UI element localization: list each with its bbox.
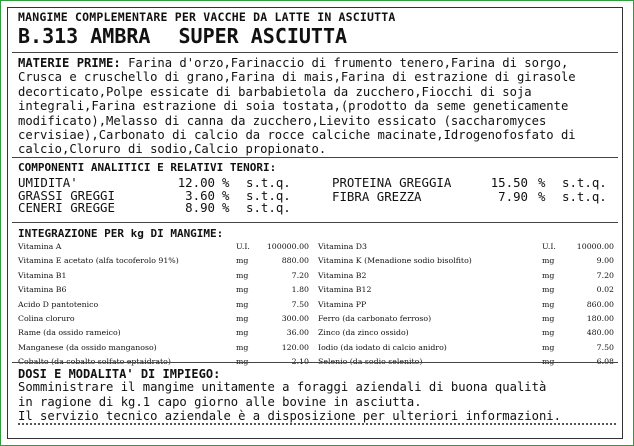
componente-basis: s.t.q. <box>246 175 291 190</box>
componente-basis: s.t.q. <box>246 200 291 215</box>
vitamin-value: 860.00 <box>586 299 614 309</box>
materie-prime-block <box>18 56 618 157</box>
vitamin-value: 0.02 <box>596 285 614 295</box>
componente-value: 3.60 <box>185 187 215 203</box>
vitamin-value: 180.00 <box>586 314 614 323</box>
componente-name: UMIDITA' <box>18 175 78 190</box>
integrazione-heading: INTEGRAZIONE PER kg DI MANGIME: <box>18 227 224 240</box>
vitamin-value: 300.00 <box>281 314 309 323</box>
divider <box>12 157 618 158</box>
componente-value: 15.50 <box>490 175 528 190</box>
vitamin-unit: mg <box>542 328 555 338</box>
vitamin-name: Vitamina B2 <box>318 270 367 280</box>
dosi-heading: DOSI E MODALITA' DI IMPIEGO: <box>18 367 221 381</box>
vitamin-name: Vitamina A <box>18 242 62 251</box>
componente-name: FIBRA GREZZA <box>332 188 422 204</box>
vitamin-unit: mg <box>542 299 555 309</box>
vitamin-value: 7.50 <box>291 299 309 309</box>
vitamin-value: 6.08 <box>596 357 614 367</box>
vitamin-value: 480.00 <box>586 328 614 338</box>
vitamin-value: 7.20 <box>291 270 309 280</box>
vitamin-unit: mg <box>236 357 249 367</box>
vitamin-value: 9.00 <box>596 256 614 266</box>
vitamin-value: 2.10 <box>291 357 309 367</box>
vitamin-value: 1.80 <box>291 285 309 295</box>
vitamin-name: Vitamina PP <box>318 299 367 309</box>
vitamin-name: Vitamina D3 <box>318 242 368 251</box>
vitamin-name: Iodio (da iodato di calcio anidro) <box>318 342 447 352</box>
vitamin-name: Acido D pantotenico <box>18 299 99 309</box>
vitamin-value: 36.00 <box>286 328 309 338</box>
product-category: MANGIME COMPLEMENTARE PER VACCHE DA LATTE IN ASCIUTTA <box>18 10 396 24</box>
vitamin-value: 120.00 <box>281 342 309 352</box>
vitamin-unit: mg <box>236 270 249 280</box>
vitamin-unit: mg <box>542 357 555 367</box>
divider <box>12 362 618 363</box>
vitamin-unit: mg <box>236 299 249 309</box>
vitamin-name: Cobalto (da cobalto solfato eptaidrato) <box>18 357 171 367</box>
vitamin-value: 100000.00 <box>266 242 309 251</box>
product-code: B.313 <box>18 24 79 48</box>
componente-value: 8.90 <box>185 200 215 215</box>
componente-unit: % <box>538 175 546 190</box>
vitamin-name: Vitamina B12 <box>318 285 372 295</box>
vitamin-name: Colina cloruro <box>18 314 75 323</box>
componente-unit: % <box>222 187 230 203</box>
vitamin-unit: mg <box>542 270 555 280</box>
vitamin-value: 880.00 <box>281 256 309 266</box>
product-name-b: SUPER ASCIUTTA <box>178 24 348 48</box>
vitamin-value: 7.20 <box>596 270 614 280</box>
vitamin-name: Manganese (da ossido manganoso) <box>18 342 157 352</box>
product-title <box>18 24 347 48</box>
dosi-text: Somministrare il mangime unitamente a foraggi aziendali di buona qualità in ragione di kg.1 capo giorno alle bovine in asciutta. Il servizio tecnico aziendale è a disposizione per ulteriori informazioni. <box>18 380 561 424</box>
vitamin-name: Selenio (da sodio selenito) <box>318 357 423 367</box>
product-name-a: AMBRA <box>90 24 151 48</box>
vitamin-unit: mg <box>542 256 555 266</box>
vitamin-unit: U.I. <box>236 242 250 251</box>
vitamin-unit: mg <box>236 328 249 338</box>
vitamin-unit: mg <box>542 285 555 295</box>
componente-name: CENERI GREGGE <box>18 200 115 215</box>
vitamin-unit: mg <box>236 314 249 323</box>
componente-value: 12.00 <box>177 175 215 190</box>
componente-unit: % <box>222 200 230 215</box>
componente-unit: % <box>538 188 546 204</box>
vitamin-name: Vitamina B6 <box>18 285 67 295</box>
vitamin-value: 10000.00 <box>576 242 614 251</box>
componente-unit: % <box>222 175 230 190</box>
materie-prime-text: Farina d'orzo,Farinaccio di frumento tenero,Farina di sorgo, Crusca e cruschello di grano,Farina di mais,Farina di estrazione di girasole decorticato,Polpe essicate di barbabietola da zucchero,Fiocchi di soja integrali,Farina estrazione di soia tostata,(prodotto da seme geneticamente modificato),Melasso di canna da zucchero,Lievito essicato (saccharomyces cervisiae),Carbonato di calcio da rocce calciche macinate,Idrogenofosfato di calcio,Cloruro di sodio,Calcio propionato. <box>18 56 576 157</box>
componente-basis: s.t.q. <box>562 175 607 190</box>
vitamin-name: Vitamina K (Menadione sodio bisolfito) <box>318 256 472 266</box>
materie-prime-heading: MATERIE PRIME: <box>18 56 121 70</box>
vitamin-unit: mg <box>542 342 555 352</box>
componente-basis: s.t.q. <box>562 188 607 204</box>
componenti-heading: COMPONENTI ANALITICI E RELATIVI TENORI: <box>18 161 277 174</box>
vitamin-value: 7.50 <box>596 342 614 352</box>
vitamin-name: Rame (da ossido rameico) <box>18 328 121 338</box>
componente-basis: s.t.q. <box>246 187 291 203</box>
componente-name: PROTEINA GREGGIA <box>332 175 452 190</box>
vitamin-name: Vitamina B1 <box>18 270 67 280</box>
vitamin-unit: mg <box>236 342 249 352</box>
vitamin-unit: U.I. <box>542 242 556 251</box>
vitamin-name: Zinco (da zinco ossido) <box>318 328 409 338</box>
divider <box>12 222 618 223</box>
dotted-rule <box>18 423 616 425</box>
vitamin-unit: mg <box>236 256 249 266</box>
vitamin-name: Ferro (da carbonato ferroso) <box>318 314 432 323</box>
componente-value: 7.90 <box>498 188 528 204</box>
componente-name: GRASSI GREGGI <box>18 187 115 203</box>
divider <box>12 52 618 53</box>
vitamin-unit: mg <box>542 314 555 323</box>
vitamin-name: Vitamina E acetato (alfa tocoferolo 91%) <box>18 256 179 266</box>
vitamin-unit: mg <box>236 285 249 295</box>
